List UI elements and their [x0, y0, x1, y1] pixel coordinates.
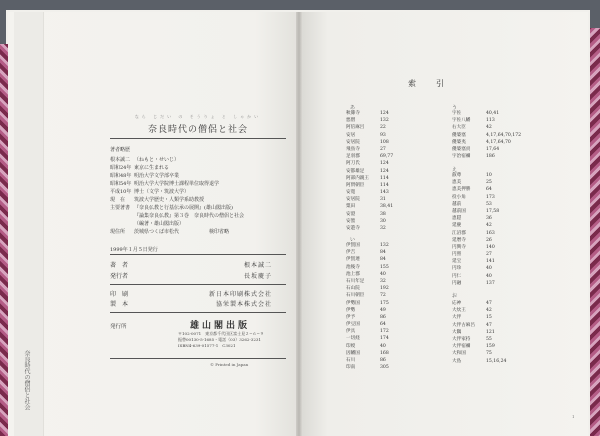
index-entry: [452, 153, 577, 160]
index-term: 印綬: [346, 343, 356, 349]
index-pages: 168: [380, 350, 389, 356]
index-pages: 124: [380, 111, 389, 116]
title-ruby: なら じだい の そうりょ と しゃかい: [134, 114, 262, 119]
role-key: 印 刷: [110, 291, 129, 298]
index-pages: 53: [486, 201, 492, 207]
index-pages: 22: [380, 125, 386, 131]
role-key: 著 者: [110, 262, 129, 269]
index-term: 印南: [346, 365, 356, 371]
role-row: [110, 300, 286, 310]
index-term: 阿閇朝臣: [346, 182, 365, 188]
index-pages: 40,41: [486, 111, 500, 116]
index-entry: [346, 153, 446, 160]
publication-date: 1999年１月５日発行: [110, 247, 158, 253]
index-pages: 69,77: [380, 154, 394, 160]
index-entry: [452, 244, 577, 251]
index-title: 索 引: [408, 79, 450, 88]
index-entry: [346, 196, 446, 203]
index-entry: [346, 175, 446, 182]
index-entry: [346, 139, 446, 146]
index-pages: 42: [486, 125, 492, 131]
index-pages: 124: [380, 168, 389, 174]
index-pages: 132: [380, 118, 389, 124]
index-term: 円照: [452, 252, 462, 258]
index-term: 優婆夷: [452, 139, 466, 145]
index-term: 役小角: [452, 194, 466, 200]
index-pages: 132: [380, 243, 389, 248]
index-term: 大伴: [452, 315, 462, 321]
index-entry: [346, 350, 446, 357]
index-term: 延宝: [452, 259, 462, 265]
index-term: 大和国: [452, 351, 466, 357]
index-entry: [452, 336, 577, 343]
index-pages: 137: [486, 280, 495, 286]
index-pages: 10: [486, 173, 492, 178]
index-term: 伊具: [346, 329, 356, 335]
index-section-head: い: [350, 237, 356, 243]
role-value: 新日本印刷株式会社: [208, 291, 272, 298]
role-value: 協栄製本株式会社: [215, 301, 272, 308]
index-entry: [346, 278, 446, 285]
bio-value: 『論集奈良仏教』第３巻 奈良時代の僧侶と社会: [134, 213, 245, 219]
index-term: 越前: [452, 201, 462, 207]
index-entry: [346, 314, 446, 321]
divider: [110, 312, 286, 313]
index-term: 池後寺: [346, 264, 360, 270]
index-pages: 15,16,24: [486, 358, 507, 364]
bio-value: 博士（文学・筑波大学）: [134, 189, 190, 195]
role-key: 発行者: [110, 273, 129, 280]
divider: [110, 284, 286, 285]
index-entry: [452, 215, 577, 222]
index-entry: [452, 258, 577, 265]
bio-value: 『奈良仏教と行基伝承の展開』(雄山閣出版): [134, 205, 233, 211]
index-term: 飛鳥寺: [346, 146, 360, 152]
index-term: 宇治宿禰: [452, 154, 471, 160]
index-term: 江沼郡: [452, 230, 466, 236]
index-pages: 84: [380, 257, 386, 263]
index-pages: 42: [486, 223, 492, 229]
author-bio-heading: 著者略歴: [110, 147, 131, 153]
index-term: 大隅: [452, 329, 462, 335]
index-entry: [346, 285, 446, 292]
index-pages: 114: [380, 175, 389, 181]
index-entry: [346, 343, 446, 350]
index-column: [452, 110, 577, 160]
index-pages: 27: [486, 252, 492, 258]
publisher-key: 発行所: [110, 324, 127, 330]
index-entry: [452, 117, 577, 124]
index-pages: 305: [380, 365, 389, 371]
index-entry: [452, 146, 577, 153]
index-entry: [346, 249, 446, 256]
index-term: 円興寺: [452, 244, 466, 250]
index-pages: 163: [486, 230, 495, 236]
bio-value: （編著・雄山閣出版）: [134, 221, 185, 227]
index-pages: 32: [380, 226, 386, 231]
index-term: 伊賀国: [346, 243, 360, 248]
index-entry: [346, 203, 446, 210]
bio-row: [110, 228, 286, 236]
index-term: 安居院: [346, 197, 360, 203]
bio-key: 現住所: [110, 229, 126, 235]
bio-value: 筑波大学歴史・人類学系助教授: [134, 197, 205, 203]
index-term: 伊賀連: [346, 257, 360, 263]
page-number: 1: [572, 414, 575, 419]
index-pages: 42: [486, 308, 492, 314]
index-entry: [452, 314, 577, 321]
index-section-head: お: [452, 293, 458, 299]
bio-key: 主要著書: [110, 205, 131, 211]
bio-key: 根本誠二: [110, 157, 131, 163]
index-pages: 143: [380, 190, 389, 196]
index-entry: [452, 124, 577, 131]
index-term: 阿刀氏: [346, 161, 360, 167]
index-term: 一切経: [346, 336, 360, 342]
index-entry: [346, 168, 446, 175]
index-term: 伊吉: [346, 250, 356, 256]
index-pages: 140: [486, 244, 495, 250]
index-column: [452, 300, 577, 365]
book-gutter: [296, 12, 302, 436]
index-pages: 86: [380, 358, 386, 363]
index-pages: 192: [380, 286, 389, 292]
index-term: 大島: [452, 358, 462, 364]
bio-key: [110, 220, 134, 228]
index-term: 円仁: [452, 273, 462, 279]
spine-title: 奈良時代の僧侶と社会: [23, 350, 30, 410]
bio-value: 茨城県つくば市松代 検印省略: [134, 229, 230, 235]
index-term: 優婆塞: [452, 132, 466, 138]
role-row: [110, 260, 286, 271]
index-pages: 30: [380, 218, 386, 224]
index-term: 石川: [346, 358, 356, 363]
index-pages: 40: [486, 266, 492, 272]
bio-row: [110, 220, 286, 228]
index-pages: 64: [486, 187, 492, 193]
index-term: 越前国: [452, 208, 466, 214]
role-row: [110, 290, 286, 300]
bio-row: [110, 180, 286, 188]
index-term: 伊豆国: [346, 322, 360, 328]
index-term: 安都雄足: [346, 168, 365, 174]
index-pages: 172: [380, 329, 389, 335]
index-column: [346, 242, 446, 371]
index-column: [452, 172, 577, 287]
bio-value: （ねもと・せいじ）: [134, 157, 180, 163]
index-term: 宇佐八幡: [452, 118, 471, 124]
index-section-head: う: [452, 105, 458, 111]
index-term: 宇佐: [452, 111, 462, 116]
bio-key: [110, 212, 134, 220]
role-key: 製 本: [110, 301, 129, 308]
index-term: 安遊寺: [346, 226, 360, 231]
bio-value: 明治大学大学院博士課程単位取得退学: [134, 181, 220, 187]
index-entry: [452, 350, 577, 357]
index-pages: 175: [380, 300, 389, 306]
bio-key: 昭和48年: [110, 173, 132, 179]
index-term: 伊勢: [346, 307, 356, 313]
index-pages: 36: [486, 216, 492, 222]
index-pages: 141: [486, 259, 495, 265]
index-entry: [346, 132, 446, 139]
index-pages: 25: [486, 180, 492, 186]
bio-row: [110, 212, 286, 220]
publisher-address: 〒102-0071 東京都千代田区富士見２−６−９: [178, 331, 264, 336]
index-term: 秋篠寺: [346, 111, 360, 116]
index-entry: [346, 307, 446, 314]
index-term: 大伴家持: [452, 336, 471, 342]
index-pages: 4,17,64,70,172: [486, 132, 522, 138]
bio-value: 東京に生まれる: [134, 165, 170, 171]
index-term: 阿部内親王: [346, 175, 369, 181]
index-term: 安澄: [346, 211, 356, 217]
index-pages: 27: [380, 146, 386, 152]
index-entry: [452, 139, 577, 146]
index-entry: [346, 160, 446, 167]
index-term: 足羽郡: [346, 154, 360, 160]
bio-key: 昭和54年: [110, 181, 132, 187]
index-pages: 124: [380, 161, 389, 167]
index-pages: 93: [380, 132, 386, 138]
bio-row: [110, 204, 286, 212]
index-term: 安居院: [346, 139, 360, 145]
index-pages: 4,17,64,70: [486, 139, 511, 145]
index-pages: 159: [486, 344, 495, 350]
index-entry: [452, 322, 577, 329]
index-term: 大伴古麻呂: [452, 322, 475, 328]
index-entry: [452, 329, 577, 336]
index-pages: 38,41: [380, 204, 394, 210]
divider: [110, 254, 286, 255]
bio-value: 明治大学文学部卒業: [134, 173, 180, 179]
isbn: ISBN4-639-01577-1 C3021: [178, 343, 236, 348]
index-pages: 47: [486, 301, 492, 306]
author-publisher-roles: [110, 260, 286, 282]
index-entry: [452, 201, 577, 208]
index-pages: 173: [486, 194, 495, 200]
index-pages: 17,64: [486, 146, 500, 152]
bio-key: 平成10年: [110, 189, 132, 195]
index-entry: [346, 292, 446, 299]
index-entry: [452, 343, 577, 350]
index-entry: [346, 182, 446, 189]
index-term: 安曇: [346, 218, 356, 224]
index-entry: [346, 242, 446, 249]
index-entry: [346, 357, 446, 364]
index-term: 円融: [452, 280, 462, 286]
index-entry: [452, 237, 577, 244]
index-entry: [452, 222, 577, 229]
index-entry: [452, 194, 577, 201]
index-column: [346, 110, 446, 232]
index-pages: 40: [380, 343, 386, 349]
index-term: 阿倍麻呂: [346, 125, 365, 131]
index-section-head: あ: [350, 105, 356, 111]
index-entry: [346, 189, 446, 196]
index-term: 大伴宿禰: [452, 344, 471, 350]
index-entry: [346, 110, 446, 117]
index-pages: 84: [380, 250, 386, 256]
bio-row: [110, 188, 286, 196]
author-bio: [110, 156, 286, 236]
index-term: 安寛: [346, 190, 356, 196]
index-pages: 114: [380, 182, 389, 188]
index-entry: [346, 225, 446, 232]
index-pages: 40: [486, 273, 492, 279]
index-term: 池上郡: [346, 271, 360, 277]
index-term: 延暦寺: [452, 237, 466, 243]
index-entry: [346, 271, 446, 278]
printer-binder: [110, 290, 286, 310]
index-entry: [452, 273, 577, 280]
index-entry: [346, 321, 446, 328]
publisher-phone: 振替00130-5-1685・電話（03）3262-3231: [178, 337, 261, 342]
index-pages: 64: [380, 322, 386, 328]
divider: [110, 358, 286, 359]
index-entry: [346, 211, 446, 218]
index-pages: 86: [380, 314, 386, 320]
index-term: 恵隠: [452, 216, 462, 222]
index-entry: [452, 230, 577, 237]
index-entry: [346, 117, 446, 124]
index-entry: [346, 218, 446, 225]
index-pages: 174: [380, 336, 389, 342]
index-term: 石川年足: [346, 278, 365, 284]
index-term: 伊予: [346, 314, 356, 320]
index-pages: 186: [486, 154, 495, 160]
index-entry: [452, 300, 577, 307]
index-pages: 15: [486, 315, 492, 321]
index-term: 優婆塞貢: [452, 146, 471, 152]
index-term: 右大臣: [452, 125, 466, 131]
index-term: 石山院: [346, 286, 360, 292]
index-entry: [452, 110, 577, 117]
role-row: [110, 271, 286, 282]
bio-key: 昭和24年: [110, 165, 132, 171]
index-entry: [346, 300, 446, 307]
index-entry: [452, 186, 577, 193]
index-pages: 17,58: [486, 208, 500, 214]
index-entry: [346, 146, 446, 153]
index-entry: [452, 251, 577, 258]
index-pages: 121: [486, 329, 495, 335]
index-pages: 49: [380, 307, 386, 313]
bio-row: [110, 164, 286, 172]
index-term: 因幡国: [346, 350, 360, 356]
index-term: 叡尊: [452, 173, 462, 178]
index-entry: [452, 358, 577, 365]
index-term: 伊勢国: [346, 300, 360, 306]
index-term: 粟田: [346, 204, 356, 210]
index-entry: [346, 124, 446, 131]
index-pages: 113: [486, 118, 495, 124]
bio-row: [110, 196, 286, 204]
index-term: 恵美押勝: [452, 187, 471, 193]
index-pages: 38: [380, 211, 386, 217]
index-pages: 108: [380, 139, 389, 145]
bio-row: [110, 172, 286, 180]
index-pages: 26: [486, 237, 492, 243]
index-term: 延慶: [452, 223, 462, 229]
index-term: 恵美: [452, 180, 462, 186]
index-term: 安居: [346, 132, 356, 138]
index-term: 石川朝臣: [346, 293, 365, 299]
book-title: 奈良時代の僧侶と社会: [147, 125, 248, 135]
index-entry: [452, 132, 577, 139]
index-entry: [452, 172, 577, 179]
colophon: [110, 94, 286, 366]
index-entry: [346, 364, 446, 371]
index-entry: [346, 256, 446, 263]
index-entry: [346, 264, 446, 271]
index-entry: [452, 280, 577, 287]
index-term: 悪僧: [346, 118, 356, 124]
index-term: 円珍: [452, 266, 462, 272]
index-pages: 31: [380, 197, 386, 203]
index-term: 応神: [452, 301, 462, 306]
printed-in-japan: © Printed in Japan: [210, 362, 249, 367]
index-pages: 75: [486, 351, 492, 357]
index-pages: 32: [380, 278, 386, 284]
bio-row: [110, 156, 286, 164]
index-entry: [346, 335, 446, 342]
index-entry: [452, 208, 577, 215]
index-entry: [452, 307, 577, 314]
index-entry: [346, 328, 446, 335]
role-value: 長坂慶子: [243, 273, 272, 280]
publisher-name: 雄山閣出版: [190, 321, 251, 331]
index-pages: 47: [486, 322, 492, 328]
index-entry: [452, 179, 577, 186]
index-section-head: え: [452, 167, 458, 173]
index-pages: 72: [380, 293, 386, 299]
index-pages: 55: [486, 336, 492, 342]
index-term: 大炊王: [452, 308, 466, 314]
index-pages: 155: [380, 264, 389, 270]
divider: [110, 138, 286, 139]
bio-key: 現 在: [110, 197, 126, 203]
index-pages: 40: [380, 271, 386, 277]
index-entry: [452, 265, 577, 272]
role-value: 根本誠二: [243, 262, 272, 269]
